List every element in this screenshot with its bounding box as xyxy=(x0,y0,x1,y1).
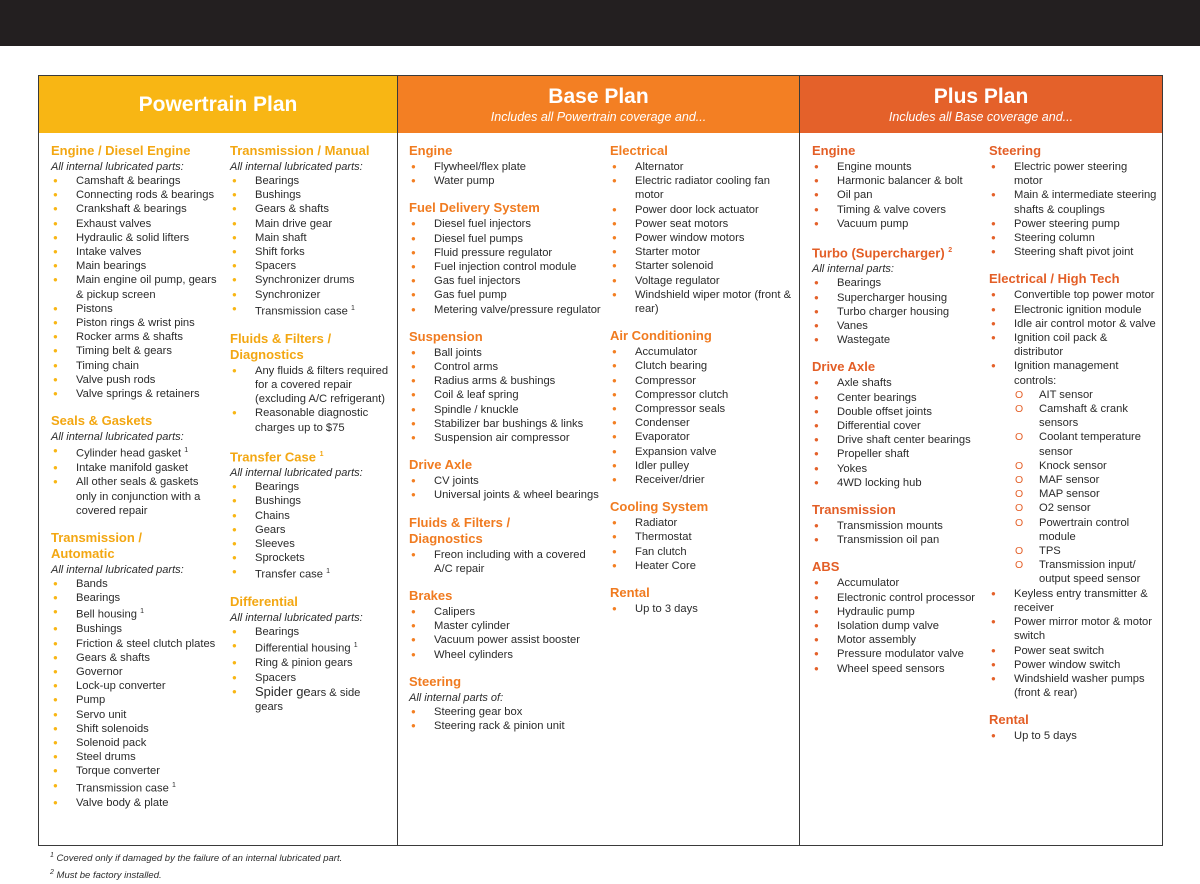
list-item: ● Bands xyxy=(51,577,221,591)
footnote-1: $^1$ Covered only if damaged by the failure of an internal lubricated part. xyxy=(50,852,343,865)
list-item: ● Coil & leaf spring xyxy=(409,388,601,402)
plus-engine-section xyxy=(812,143,982,231)
base-right xyxy=(610,143,796,628)
list-item: ● Rocker arms & shafts xyxy=(51,330,221,344)
plus-electrical-title: Electrical / High Tech xyxy=(989,271,1120,287)
pt-manual-section xyxy=(230,143,390,319)
list-item: ● Keyless entry transmitter & receiver xyxy=(989,587,1157,615)
list-item: ● CV joints xyxy=(409,474,601,488)
base-suspension-section xyxy=(409,329,601,445)
sub-list-item: O Camshaft & crank sensors xyxy=(989,402,1157,430)
list-item: ● Alternator xyxy=(610,160,796,174)
plus-drive-axle-section xyxy=(812,359,982,490)
base-header xyxy=(398,76,799,133)
list-item: ● Transmission oil pan xyxy=(812,533,982,547)
list-item: ● Electric power steering motor xyxy=(989,160,1157,188)
list-item: ● Bearings xyxy=(230,480,390,494)
list-item: ● Valve push rods xyxy=(51,373,221,387)
plus-rental-title: Rental xyxy=(989,712,1029,728)
base-left xyxy=(409,143,601,745)
list-item: ● Thermostat xyxy=(610,530,796,544)
list-item: ● Wastegate xyxy=(812,333,982,347)
base-steering-note: All internal parts of: xyxy=(409,691,504,704)
plus-engine-title: Engine xyxy=(812,143,856,158)
list-item: ● Diesel fuel injectors xyxy=(409,217,601,231)
list-item: ● Drive shaft center bearings xyxy=(812,433,982,447)
list-item: ● Synchronizer xyxy=(230,288,390,302)
top-bar xyxy=(0,0,1200,46)
list-item: ● Suspension air compressor xyxy=(409,431,601,445)
list-item: ● Evaporator xyxy=(610,430,796,444)
base-cooling-section xyxy=(610,499,796,573)
plus-turbo-note: All internal parts: xyxy=(812,263,894,276)
list-item: ● Freon including with a covered A/C repair xyxy=(409,548,601,576)
list-item: ● Control arms xyxy=(409,360,601,374)
list-item: ● Sprockets xyxy=(230,551,390,565)
list-item: ● Gears xyxy=(230,523,390,537)
list-item: ● Lock-up converter xyxy=(51,679,221,693)
list-item: ● Axle shafts xyxy=(812,376,982,390)
list-item: ● Governor xyxy=(51,665,221,679)
list-item: ● Calipers xyxy=(409,605,601,619)
pt-seals-title: Seals & Gaskets xyxy=(51,413,153,429)
pt-differential-section xyxy=(230,594,390,714)
list-item: ● Accumulator xyxy=(610,345,796,359)
list-item: ● Differential housing $^1$ xyxy=(230,639,390,656)
list-item: ● Radius arms & bushings xyxy=(409,374,601,388)
pt-manual-note: All internal lubricated parts: xyxy=(230,161,363,173)
list-item: ● Any fluids & filters required for a covered repair (excluding A/C refrigerant) xyxy=(230,364,390,407)
list-item: ● Up to 3 days xyxy=(610,602,796,616)
pt-seals-section xyxy=(51,413,221,518)
list-item: ● Up to 5 days xyxy=(989,729,1157,743)
base-electrical-section xyxy=(610,143,796,316)
list-item: ● Pump xyxy=(51,693,221,707)
list-item: ● Flywheel/flex plate xyxy=(409,160,601,174)
pt-differential-title: Differential xyxy=(230,594,298,610)
base-subtitle: Includes all Powertrain coverage and... xyxy=(490,110,707,124)
list-item: ● Expansion valve xyxy=(610,445,796,459)
list-item: ● Starter motor xyxy=(610,245,796,259)
list-item: ● Vacuum pump xyxy=(812,217,982,231)
list-item: ● Double offset joints xyxy=(812,405,982,419)
list-item: ● Valve body & plate xyxy=(51,796,221,810)
list-item: ● Wheel cylinders xyxy=(409,648,601,662)
sub-list-item: O Powertrain control module xyxy=(989,516,1157,544)
list-item: ● Crankshaft & bearings xyxy=(51,202,221,216)
list-item: ● Shift solenoids xyxy=(51,722,221,736)
base-title: Base Plan xyxy=(548,85,649,108)
list-item: ● Diesel fuel pumps xyxy=(409,232,601,246)
list-item: ● Timing chain xyxy=(51,359,221,373)
list-item: ● Bearings xyxy=(812,276,982,290)
list-item: ● Differential cover xyxy=(812,419,982,433)
list-item: ● Hydraulic pump xyxy=(812,605,982,619)
plus-drive-axle-title: Drive Axle xyxy=(812,359,876,375)
footnote-2: $^2$ Must be factory installed. xyxy=(50,869,162,882)
list-item: ● Bell housing $^1$ xyxy=(51,605,221,622)
list-item: ● Sleeves xyxy=(230,537,390,551)
list-item: ● Servo unit xyxy=(51,708,221,722)
list-item: ● Bearings xyxy=(51,591,221,605)
list-item: ● Valve springs & retainers xyxy=(51,387,221,401)
list-item: ● Main bearings xyxy=(51,259,221,273)
list-item: ● All other seals & gaskets only in conjunction with a covered repair xyxy=(51,475,221,518)
list-item: ● Condenser xyxy=(610,416,796,430)
list-item: ● Master cylinder xyxy=(409,619,601,633)
list-item: ● Convertible top power motor xyxy=(989,288,1157,302)
list-item: ● Fluid pressure regulator xyxy=(409,246,601,260)
sub-list-item: O Coolant temperature sensor xyxy=(989,430,1157,458)
list-item: ● Power window switch xyxy=(989,658,1157,672)
powertrain-title: Powertrain Plan xyxy=(138,92,298,116)
list-item: ● Spider gears & side gears xyxy=(230,685,390,714)
list-item: ● Steering gear box xyxy=(409,705,601,719)
base-fuel-title: Fuel Delivery System xyxy=(409,200,540,216)
list-item: ● Idle air control motor & valve xyxy=(989,317,1157,331)
pt-auto-title: Transmission / Automatic xyxy=(51,530,143,561)
list-item: ● Propeller shaft xyxy=(812,447,982,461)
list-item: ● Metering valve/pressure regulator xyxy=(409,303,601,317)
plus-turbo-section xyxy=(812,243,982,347)
list-item: ● Steel drums xyxy=(51,750,221,764)
list-item: ● Main drive gear xyxy=(230,217,390,231)
list-item: ● Timing & valve covers xyxy=(812,203,982,217)
base-cooling-title: Cooling System xyxy=(610,499,709,515)
list-item: ● Spacers xyxy=(230,259,390,273)
plus-right xyxy=(989,143,1157,756)
powertrain-right xyxy=(230,143,390,726)
list-item: ● Solenoid pack xyxy=(51,736,221,750)
list-item: ● Steering column xyxy=(989,231,1157,245)
plus-header xyxy=(800,76,1162,133)
list-item: ● Timing belt & gears xyxy=(51,344,221,358)
powertrain-header xyxy=(39,76,397,133)
list-item: ● Torque converter xyxy=(51,764,221,778)
list-item: ● Main engine oil pump, gears & pickup screen xyxy=(51,273,221,301)
list-item: ● Bushings xyxy=(230,188,390,202)
plus-turbo-title: Turbo (Supercharger) $^2$ xyxy=(812,245,953,261)
base-drive-axle-title: Drive Axle xyxy=(409,457,473,473)
list-item: ● Reasonable diagnostic charges up to $75 xyxy=(230,406,390,434)
list-item: ● Connecting rods & bearings xyxy=(51,188,221,202)
list-item: ● Idler pulley xyxy=(610,459,796,473)
list-item: ● Hydraulic & solid lifters xyxy=(51,231,221,245)
list-item: ● Voltage regulator xyxy=(610,274,796,288)
list-item: ● Piston rings & wrist pins xyxy=(51,316,221,330)
list-item: ● Bushings xyxy=(230,494,390,508)
list-item: ● Exhaust valves xyxy=(51,217,221,231)
list-item: ● Chains xyxy=(230,509,390,523)
plus-rental-section xyxy=(989,712,1157,743)
pt-fluids-title: Fluids & Filters / Diagnostics xyxy=(230,330,332,362)
coverage-table xyxy=(38,75,1163,846)
base-rental-title: Rental xyxy=(610,585,650,601)
list-item: ● Camshaft & bearings xyxy=(51,174,221,188)
sub-list-item: O AIT sensor xyxy=(989,388,1157,402)
list-item: ● Starter solenoid xyxy=(610,259,796,273)
pt-seals-note: All internal lubricated parts: xyxy=(51,431,184,444)
pt-engine-section xyxy=(51,143,221,401)
plus-steering-section xyxy=(989,143,1157,259)
list-item: ● Universal joints & wheel bearings xyxy=(409,488,601,502)
sub-list-item: O Transmission input/ output speed sensor xyxy=(989,558,1157,586)
sub-list-item: O Knock sensor xyxy=(989,459,1157,473)
list-item: ● Windshield wiper motor (front & rear) xyxy=(610,288,796,316)
list-item: ● Intake valves xyxy=(51,245,221,259)
pt-engine-title: Engine / Diesel Engine xyxy=(51,143,191,158)
list-item: ● Transmission case $^1$ xyxy=(230,302,390,319)
list-item: ● Spacers xyxy=(230,671,390,685)
list-item: ● Cylinder head gasket $^1$ xyxy=(51,444,221,461)
list-item: ● Power seat motors xyxy=(610,217,796,231)
pt-fluids-section xyxy=(230,331,390,435)
list-item: ● Gears & shafts xyxy=(230,202,390,216)
list-item: ● Radiator xyxy=(610,516,796,530)
base-engine-title: Engine xyxy=(409,143,453,158)
plus-title: Plus Plan xyxy=(933,85,1029,108)
sub-list-item: O TPS xyxy=(989,544,1157,558)
list-item: ● Steering shaft pivot joint xyxy=(989,245,1157,259)
pt-differential-note: All internal lubricated parts: xyxy=(230,612,363,625)
plus-column xyxy=(799,76,1162,845)
base-brakes-section xyxy=(409,588,601,662)
list-item: ● Bearings xyxy=(230,625,390,639)
plus-steering-title: Steering xyxy=(989,143,1042,158)
list-item: ● Power seat switch xyxy=(989,644,1157,658)
list-item: ● Spindle / knuckle xyxy=(409,403,601,417)
base-engine-section xyxy=(409,143,601,188)
list-item: ● Wheel speed sensors xyxy=(812,662,982,676)
list-item: ● Vanes xyxy=(812,319,982,333)
list-item: ● Synchronizer drums xyxy=(230,273,390,287)
list-item: ● Heater Core xyxy=(610,559,796,573)
list-item: ● Power steering pump xyxy=(989,217,1157,231)
list-item: ● Motor assembly xyxy=(812,633,982,647)
base-steering-section xyxy=(409,674,601,733)
list-item: ● Oil pan xyxy=(812,188,982,202)
list-item: ● Harmonic balancer & bolt xyxy=(812,174,982,188)
pt-engine-note: All internal lubricated parts: xyxy=(51,161,184,173)
list-item: ● Power mirror motor & motor switch xyxy=(989,615,1157,643)
list-item: ● Transfer case $^1$ xyxy=(230,565,390,582)
list-item: ● Supercharger housing xyxy=(812,291,982,305)
list-item: ● Ignition management controls: xyxy=(989,359,1157,387)
base-fuel-section xyxy=(409,200,601,316)
plus-subtitle: Includes all Base coverage and... xyxy=(888,110,1074,124)
sub-list-item: O O2 sensor xyxy=(989,501,1157,515)
list-item: ● Engine mounts xyxy=(812,160,982,174)
list-item: ● Center bearings xyxy=(812,391,982,405)
list-item: ● Vacuum power assist booster xyxy=(409,633,601,647)
base-rental-section xyxy=(610,585,796,616)
list-item: ● Ball joints xyxy=(409,346,601,360)
list-item: ● Windshield washer pumps (front & rear) xyxy=(989,672,1157,700)
base-brakes-title: Brakes xyxy=(409,588,453,604)
list-item: ● Electric radiator cooling fan motor xyxy=(610,174,796,202)
plus-transmission-title: Transmission xyxy=(812,501,896,517)
list-item: ● Yokes xyxy=(812,462,982,476)
list-item: ● Steering rack & pinion unit xyxy=(409,719,601,733)
list-item: ● Transmission mounts xyxy=(812,519,982,533)
plus-abs-section xyxy=(812,559,982,675)
list-item: ● Ignition coil pack & distributor xyxy=(989,331,1157,359)
powertrain-column xyxy=(39,76,397,845)
list-item: ● Compressor seals xyxy=(610,402,796,416)
pt-transfer-section xyxy=(230,447,390,582)
list-item: ● Electronic control processor xyxy=(812,591,982,605)
list-item: ● Fuel injection control module xyxy=(409,260,601,274)
list-item: ● Bearings xyxy=(230,174,390,188)
plus-abs-title: ABS xyxy=(812,559,840,575)
plus-transmission-section xyxy=(812,502,982,547)
pt-auto-note: All internal lubricated parts: xyxy=(51,564,184,576)
sub-list-item: O MAF sensor xyxy=(989,473,1157,487)
pt-manual-title: Transmission / Manual xyxy=(230,143,370,158)
list-item: ● Receiver/drier xyxy=(610,473,796,487)
base-steering-title: Steering xyxy=(409,673,462,689)
sub-list-item: O MAP sensor xyxy=(989,487,1157,501)
plus-electrical-section xyxy=(989,271,1157,700)
list-item: ● Friction & steel clutch plates xyxy=(51,637,221,651)
list-item: ● Compressor clutch xyxy=(610,388,796,402)
list-item: ● Gas fuel pump xyxy=(409,288,601,302)
plus-left xyxy=(812,143,982,688)
list-item: ● Transmission case $^1$ xyxy=(51,779,221,796)
list-item: ● Stabilizer bar bushings & links xyxy=(409,417,601,431)
base-fluids-section xyxy=(409,515,601,576)
list-item: ● Power door lock actuator xyxy=(610,203,796,217)
base-suspension-title: Suspension xyxy=(409,328,483,344)
list-item: ● 4WD locking hub xyxy=(812,476,982,490)
list-item: ● Water pump xyxy=(409,174,601,188)
list-item: ● Gas fuel injectors xyxy=(409,274,601,288)
list-item: ● Clutch bearing xyxy=(610,359,796,373)
base-drive-axle-section xyxy=(409,457,601,502)
pt-auto-section xyxy=(51,530,221,810)
list-item: ● Ring & pinion gears xyxy=(230,656,390,670)
list-item: ● Main & intermediate steering shafts & couplings xyxy=(989,188,1157,216)
list-item: ● Isolation dump valve xyxy=(812,619,982,633)
list-item: ● Accumulator xyxy=(812,576,982,590)
base-ac-section xyxy=(610,328,796,487)
base-fluids-title: Fluids & Filters / Diagnostics xyxy=(409,514,511,546)
list-item: ● Shift forks xyxy=(230,245,390,259)
list-item: ● Bushings xyxy=(51,622,221,636)
powertrain-left xyxy=(51,143,221,822)
list-item: ● Fan clutch xyxy=(610,545,796,559)
list-item: ● Pressure modulator valve xyxy=(812,647,982,661)
base-ac-title: Air Conditioning xyxy=(610,328,712,344)
list-item: ● Electronic ignition module xyxy=(989,303,1157,317)
list-item: ● Intake manifold gasket xyxy=(51,461,221,475)
list-item: ● Gears & shafts xyxy=(51,651,221,665)
list-item: ● Turbo charger housing xyxy=(812,305,982,319)
pt-transfer-title: Transfer Case $^1$ xyxy=(230,449,324,465)
base-column xyxy=(397,76,799,845)
list-item: ● Compressor xyxy=(610,374,796,388)
list-item: ● Power window motors xyxy=(610,231,796,245)
list-item: ● Pistons xyxy=(51,302,221,316)
pt-transfer-note: All internal lubricated parts: xyxy=(230,467,363,480)
list-item: ● Main shaft xyxy=(230,231,390,245)
base-electrical-title: Electrical xyxy=(610,143,668,158)
